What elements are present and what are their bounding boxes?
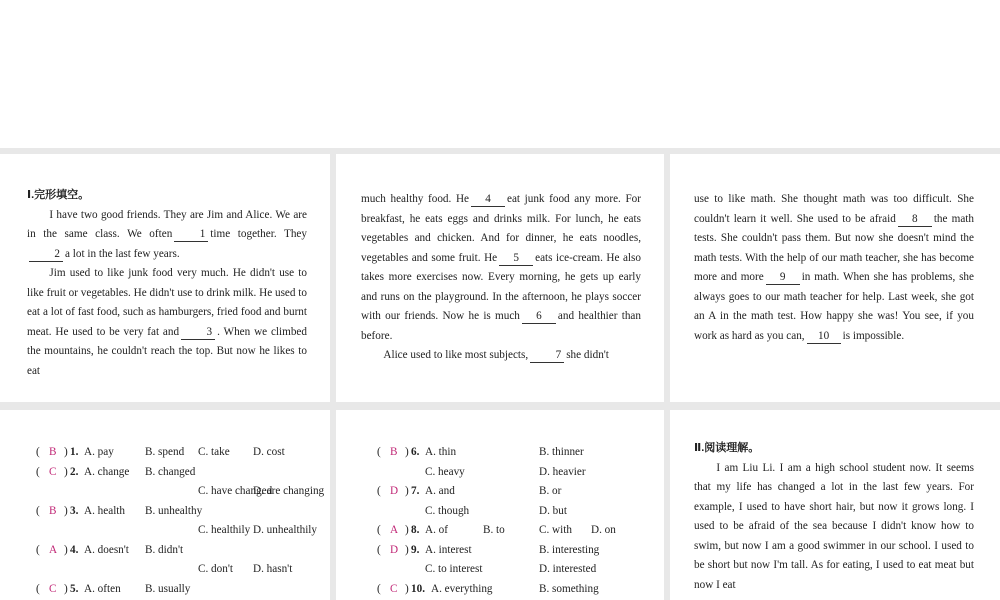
answer-options-1-5	[36, 446, 326, 600]
answer-bracket: )	[405, 524, 409, 536]
passage-text: . When we climbed the mountains, he couldn't reach the top. But now he likes to eat	[27, 325, 307, 377]
blank-1: 1	[174, 228, 208, 242]
answer-bracket: )	[405, 543, 409, 556]
answer-bracket: )	[64, 543, 68, 556]
option-c: C. though	[425, 504, 470, 517]
option-c: C. have changed	[198, 485, 273, 497]
option-d: D. unhealthily	[253, 524, 318, 536]
blank-6: 6	[522, 310, 556, 324]
option-b: B. or	[539, 485, 562, 497]
question-number: 2.	[70, 465, 79, 478]
passage-text: she didn't	[566, 349, 609, 361]
passage-text: time together. They	[210, 228, 307, 240]
passage-text: use to like math. She thought math was too difficult. She couldn't learn it well. She used to be afraid	[694, 193, 974, 225]
option-a: A. interest	[425, 543, 472, 556]
col-divider-right-top	[664, 148, 670, 410]
option-b: B. thinner	[539, 446, 584, 458]
answer-bracket: )	[64, 446, 68, 458]
passage-text: a lot in the last few years.	[65, 247, 180, 260]
question-number: 6.	[411, 446, 420, 458]
passage-text: Jim used to like junk food very much. He didn't use to like fruit or vegetables. He didn't use to drink milk. He used to eat a lot of fast food, such as hamburgers, fried food and burnt meat. He used to be very fat and	[27, 267, 307, 338]
option-c: C. with	[539, 524, 572, 536]
option-b: B. spend	[145, 446, 185, 458]
col-divider-left-top	[330, 148, 336, 410]
option-b: B. usually	[145, 582, 191, 595]
passage-text: is impossible.	[842, 329, 905, 342]
passage-text: I have two good friends. They are Jim and Alice. We are in the same class. We often	[27, 208, 307, 240]
blank-7: 7	[530, 349, 564, 363]
answer-bracket: (	[377, 543, 381, 556]
cloze-passage-part-1	[27, 186, 307, 381]
answer-letter: B	[49, 504, 57, 517]
paragraph	[27, 206, 307, 265]
option-b: B. interesting	[539, 543, 600, 556]
answer-bracket: (	[377, 446, 381, 458]
option-a: A. change	[84, 465, 130, 478]
answer-bracket: )	[64, 582, 68, 595]
cloze-passage-part-3	[694, 190, 974, 346]
option-a: A. of	[425, 524, 448, 536]
blank-9: 9	[766, 271, 800, 285]
answer-letter: B	[49, 446, 57, 458]
passage-text: and healthier than before.	[361, 310, 641, 342]
passage-text: eats ice-cream. He also takes more exercises now. Every morning, he gets up early and runs on the playground. In the afternoon, he plays soccer with our friends. Now he is much	[361, 251, 641, 322]
answer-letter: D	[390, 485, 399, 497]
paragraph	[694, 190, 974, 346]
option-d: D. but	[539, 504, 567, 517]
option-a: A. everything	[431, 582, 493, 595]
option-d: D. cost	[253, 446, 285, 458]
option-a: A. thin	[425, 446, 457, 458]
section-heading-cloze: Ⅰ.完形填空。	[27, 189, 90, 201]
answer-bracket: (	[36, 543, 40, 556]
passage-text: in math. When she has problems, she always goes to our math teacher for help. Last week, she got an A in the math test. How happy she was! You see, if you work as hard as you can,	[694, 271, 974, 342]
answer-letter: A	[390, 524, 399, 536]
option-c: C. heavy	[425, 465, 465, 478]
option-d: D. hasn't	[253, 563, 293, 575]
option-a: A. and	[425, 485, 455, 497]
passage-text: eat junk food any more. For breakfast, he eats eggs and drinks milk. For lunch, he eats vegetables and chicken. And for dinner, he eats noodles, vegetables and some fruit. He	[361, 193, 641, 264]
option-b: B. something	[539, 582, 599, 595]
paragraph	[361, 346, 641, 366]
passage-text: the math tests. She couldn't pass them. But now she doesn't mind the math tests. With the help of our math teacher, she has become more and more	[694, 212, 974, 283]
blank-8: 8	[898, 213, 932, 227]
option-d: D. on	[591, 524, 616, 536]
answer-letter: D	[390, 543, 399, 556]
blank-2: 2	[29, 248, 63, 262]
answer-bracket: (	[36, 504, 40, 517]
option-a: A. pay	[84, 446, 114, 458]
answer-bracket: )	[405, 485, 409, 497]
question-number: 3.	[70, 504, 79, 517]
answer-bracket: )	[64, 465, 68, 478]
question-number: 7.	[411, 485, 420, 497]
option-a: A. often	[84, 582, 121, 595]
answer-letter: B	[390, 446, 398, 458]
option-b: B. unhealthy	[145, 504, 203, 517]
passage-text: Alice used to like most subjects,	[383, 349, 529, 361]
option-c: C. to interest	[425, 563, 483, 575]
middle-divider	[0, 402, 1000, 410]
option-c: C. take	[198, 446, 230, 458]
answer-letter: A	[49, 543, 58, 556]
option-a: A. doesn't	[84, 543, 129, 556]
blank-10: 10	[807, 330, 841, 344]
answer-bracket: (	[377, 524, 381, 536]
paragraph: I am Liu Li. I am a high school student now. It seems that my life has changed a lot in the last few years. For example, I used to have short hair, but now it grows long. I used to be afraid of the sea because I didn't know how to swim, but now I am a good swimmer in our school. I used to be short but now I'm tall. As for eating, I used to eat meat but now I eat	[694, 461, 974, 591]
passage-text: much healthy food. He	[361, 193, 469, 205]
option-c: C. healthily	[198, 524, 251, 536]
answer-bracket: (	[36, 582, 40, 595]
answer-bracket: )	[405, 582, 409, 595]
option-a: A. health	[84, 504, 126, 517]
question-number: 4.	[70, 543, 79, 556]
option-d: D. heavier	[539, 465, 586, 478]
option-b: B. didn't	[145, 543, 184, 556]
question-number: 1.	[70, 446, 79, 458]
answer-bracket: (	[377, 485, 381, 497]
blank-5: 5	[499, 252, 533, 266]
answer-bracket: (	[36, 446, 40, 458]
question-number: 5.	[70, 582, 79, 595]
option-d: D. are changing	[253, 485, 325, 497]
col-divider-left-bottom	[330, 402, 336, 600]
section-heading-reading: Ⅱ.阅读理解。	[694, 442, 760, 454]
question-number: 8.	[411, 524, 420, 536]
option-b: B. changed	[145, 465, 196, 478]
answer-bracket: (	[36, 465, 40, 478]
col-divider-right-bottom	[664, 402, 670, 600]
answer-letter: C	[390, 582, 398, 595]
paragraph	[27, 264, 307, 381]
blank-3: 3	[181, 326, 215, 340]
question-number: 10.	[411, 582, 425, 595]
option-d: D. interested	[539, 563, 597, 575]
blank-4: 4	[471, 193, 505, 207]
answer-bracket: )	[64, 504, 68, 517]
option-c: C. don't	[198, 563, 233, 575]
answer-letter: C	[49, 465, 57, 478]
question-number: 9.	[411, 543, 420, 556]
answer-bracket: (	[377, 582, 381, 595]
answer-letter: C	[49, 582, 57, 595]
paragraph	[361, 190, 641, 346]
answer-bracket: )	[405, 446, 409, 458]
answer-options-6-10	[377, 446, 662, 600]
cloze-passage-part-2	[361, 190, 641, 366]
top-divider	[0, 148, 1000, 154]
option-b: B. to	[483, 524, 505, 536]
reading-comprehension-passage	[694, 439, 974, 595]
